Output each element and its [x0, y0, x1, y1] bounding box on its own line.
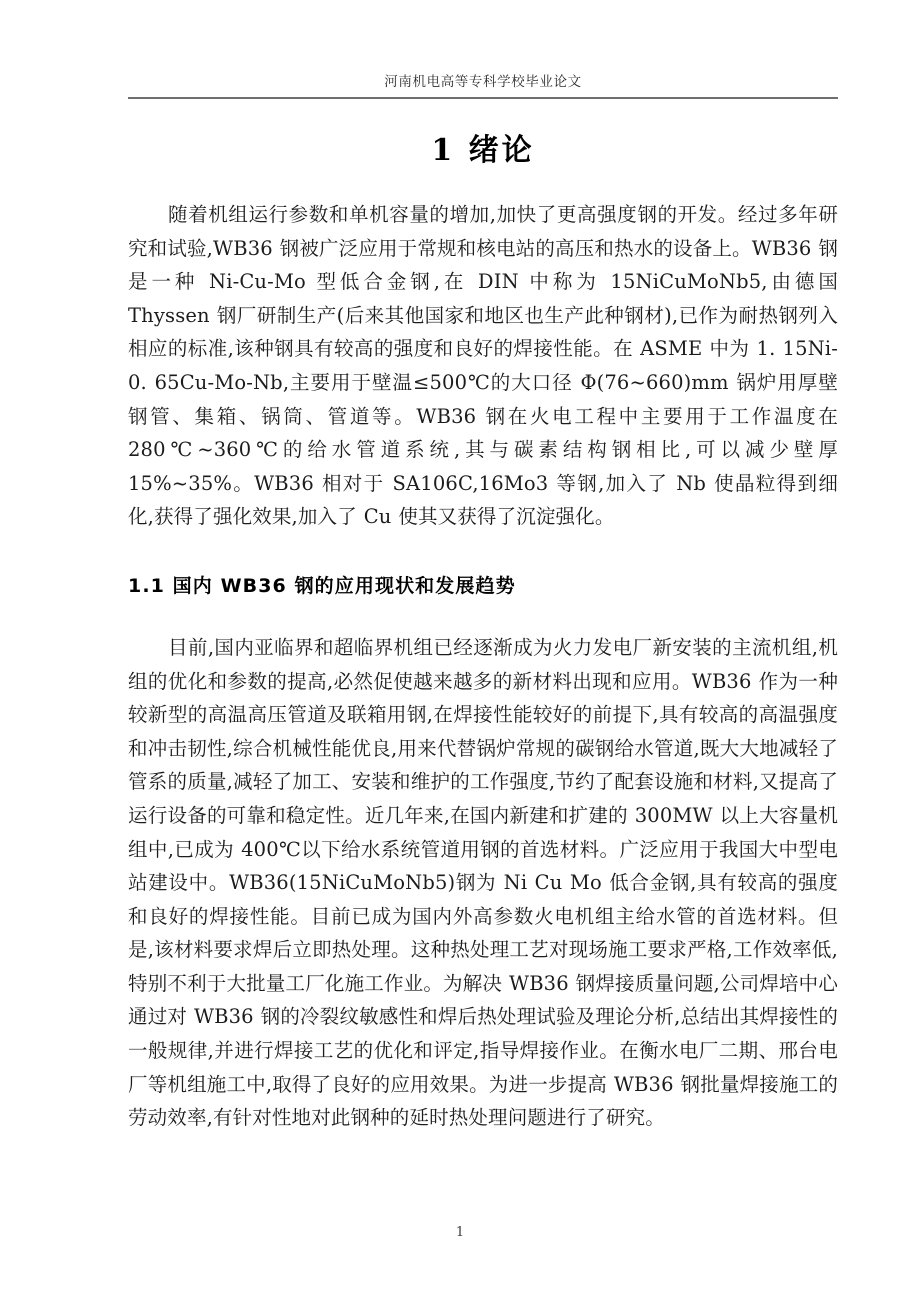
running-header-title: 河南机电高等专科学校毕业论文: [384, 74, 582, 90]
header-divider-rule: [128, 97, 838, 99]
heading-spacer: [128, 603, 838, 631]
body-content: [128, 198, 838, 1135]
section-heading-1-1: 1.1 国内 WB36 钢的应用现状和发展趋势: [128, 574, 516, 597]
paragraph-spacer: [128, 534, 838, 570]
running-header: [128, 72, 838, 99]
section-1-1-paragraph: 目前,国内亚临界和超临界机组已经逐渐成为火力发电厂新安装的主流机组,机组的优化和参数的提高,必然促使越来越多的新材料出现和应用。WB36 作为一种较新型的高温高压管道及联箱用钢,在焊接性能较好的前提下,具有较高的高温强度和冲击韧性,综合机械性能优良,用来代替锅炉常规的碳钢给水管道,既大大地减轻了管系的质量,减轻了加工、安装和维护的工作强度,节约了配套设施和材料,又提高了运行设备的可靠和稳定性。近几年来,在国内新建和扩建的 300MW 以上大容量机组中,已成为 400℃以下给水系统管道用钢的首选材料。广泛应用于我国大中型电站建设中。WB36(15NiCuMoNb5)钢为 Ni Cu Mo 低合金钢,具有较高的强度和良好的焊接性能。目前已成为国内外高参数火电机组主给水管的首选材料。但是,该材料要求焊后立即热处理。这种热处理工艺对现场施工要求严格,工作效率低,特别不利于大批量工厂化施工作业。为解决 WB36 钢焊接质量问题,公司焊培中心通过对 WB36 钢的冷裂纹敏感性和焊后热处理试验及理论分析,总结出其焊接性的一般规律,并进行焊接工艺的优化和评定,指导焊接作业。在衡水电厂二期、邢台电厂等机组施工中,取得了良好的应用效果。为进一步提高 WB36 钢批量焊接施工的劳动效率,有针对性地对此钢种的延时热处理问题进行了研究。: [128, 635, 838, 1130]
page-number: 1: [455, 1225, 465, 1240]
intro-paragraph: 随着机组运行参数和单机容量的增加,加快了更高强度钢的开发。经过多年研究和试验,WB36 钢被广泛应用于常规和核电站的高压和热水的设备上。WB36 钢是一种 Ni-Cu-Mo 型低合金钢,在 DIN 中称为 15NiCuMoNb5,由德国 Thyssen 钢厂研制生产(后来其他国家和地区也生产此种钢材),已作为耐热钢列入相应的标准,该种钢具有较高的强度和良好的焊接性能。在 ASME 中为 1. 15Ni-0. 65Cu-Mo-Nb,主要用于壁温≤500℃的大口径 Φ(76~660)mm 锅炉用厚壁钢管、集箱、锅筒、管道等。WB36 钢在火电工程中主要用于工作温度在 280℃~360℃的给水管道系统,其与碳素结构钢相比,可以减少壁厚 15%~35%。WB36 相对于 SA106C,16Mo3 等钢,加入了 Nb 使晶粒得到细化,获得了强化效果,加入了 Cu 使其又获得了沉淀强化。: [128, 203, 838, 529]
chapter-title: 1 绪论: [431, 133, 535, 168]
